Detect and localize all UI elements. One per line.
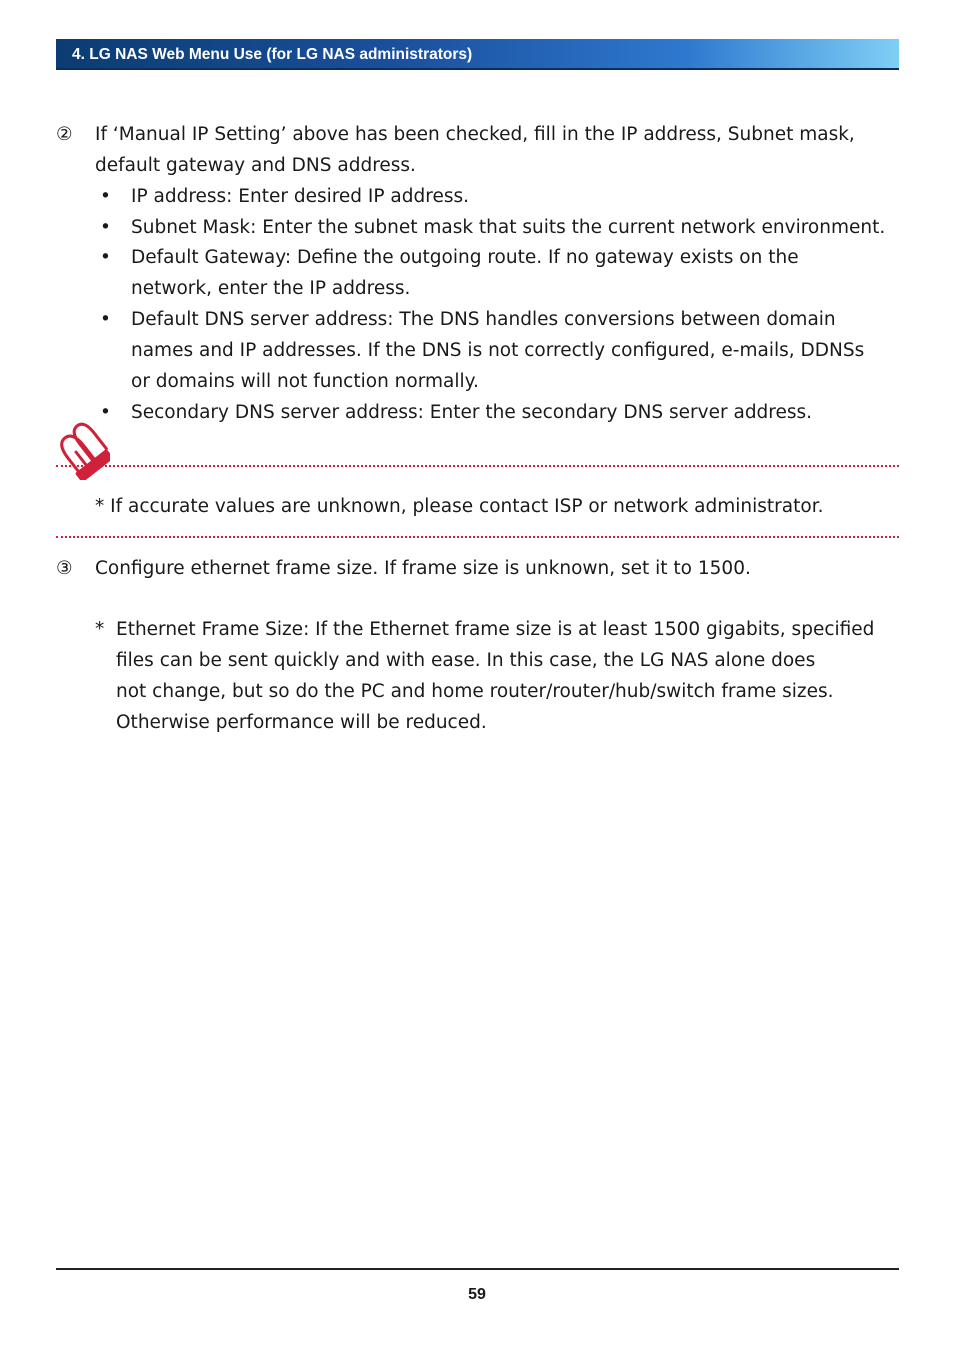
note-bottom-divider [56, 536, 899, 538]
footnote-line: Otherwise performance will be reduced. [116, 712, 487, 733]
bullet-default-dns: Default DNS server address: The DNS handles conversions between domain [131, 309, 836, 330]
bullet-symbol: • [100, 217, 111, 238]
section-header-bar [56, 39, 899, 70]
note-text: * If accurate values are unknown, please contact ISP or network administrator. [95, 496, 824, 517]
bullet-default-dns: or domains will not function normally. [131, 371, 479, 392]
step-2-text-line: If ‘Manual IP Setting’ above has been checked, fill in the IP address, Subnet mask, [95, 124, 855, 145]
footnote-line: not change, but so do the PC and home router/router/hub/switch frame sizes. [116, 681, 834, 702]
section-title: 4. LG NAS Web Menu Use (for LG NAS administrators) [72, 46, 473, 63]
page-number: 59 [468, 1286, 486, 1303]
bullet-symbol: • [100, 309, 111, 330]
step-3-text: Configure ethernet frame size. If frame size is unknown, set it to 1500. [95, 558, 751, 579]
paper-clip-icon [54, 420, 110, 480]
note-top-divider [56, 465, 899, 467]
bullet-symbol: • [100, 186, 111, 207]
bullet-default-dns: names and IP addresses. If the DNS is not correctly configured, e-mails, DDNSs [131, 340, 865, 361]
bullet-symbol: • [100, 247, 111, 268]
bullet-subnet-mask: Subnet Mask: Enter the subnet mask that suits the current network environment. [131, 217, 886, 238]
footer-divider [56, 1268, 899, 1270]
footnote-line: Ethernet Frame Size: If the Ethernet frame size is at least 1500 gigabits, specified [116, 619, 875, 640]
bullet-symbol: • [100, 402, 111, 423]
footnote-line: files can be sent quickly and with ease. In this case, the LG NAS alone does [116, 650, 816, 671]
step-2-number: ② [56, 124, 73, 145]
bullet-default-gateway: network, enter the IP address. [131, 278, 411, 299]
step-2-text-line: default gateway and DNS address. [95, 155, 416, 176]
footnote-symbol: * [95, 619, 105, 640]
bullet-ip-address: IP address: Enter desired IP address. [131, 186, 469, 207]
bullet-secondary-dns: Secondary DNS server address: Enter the secondary DNS server address. [131, 402, 813, 423]
step-3-number: ③ [56, 558, 73, 579]
bullet-default-gateway: Default Gateway: Define the outgoing route. If no gateway exists on the [131, 247, 799, 268]
